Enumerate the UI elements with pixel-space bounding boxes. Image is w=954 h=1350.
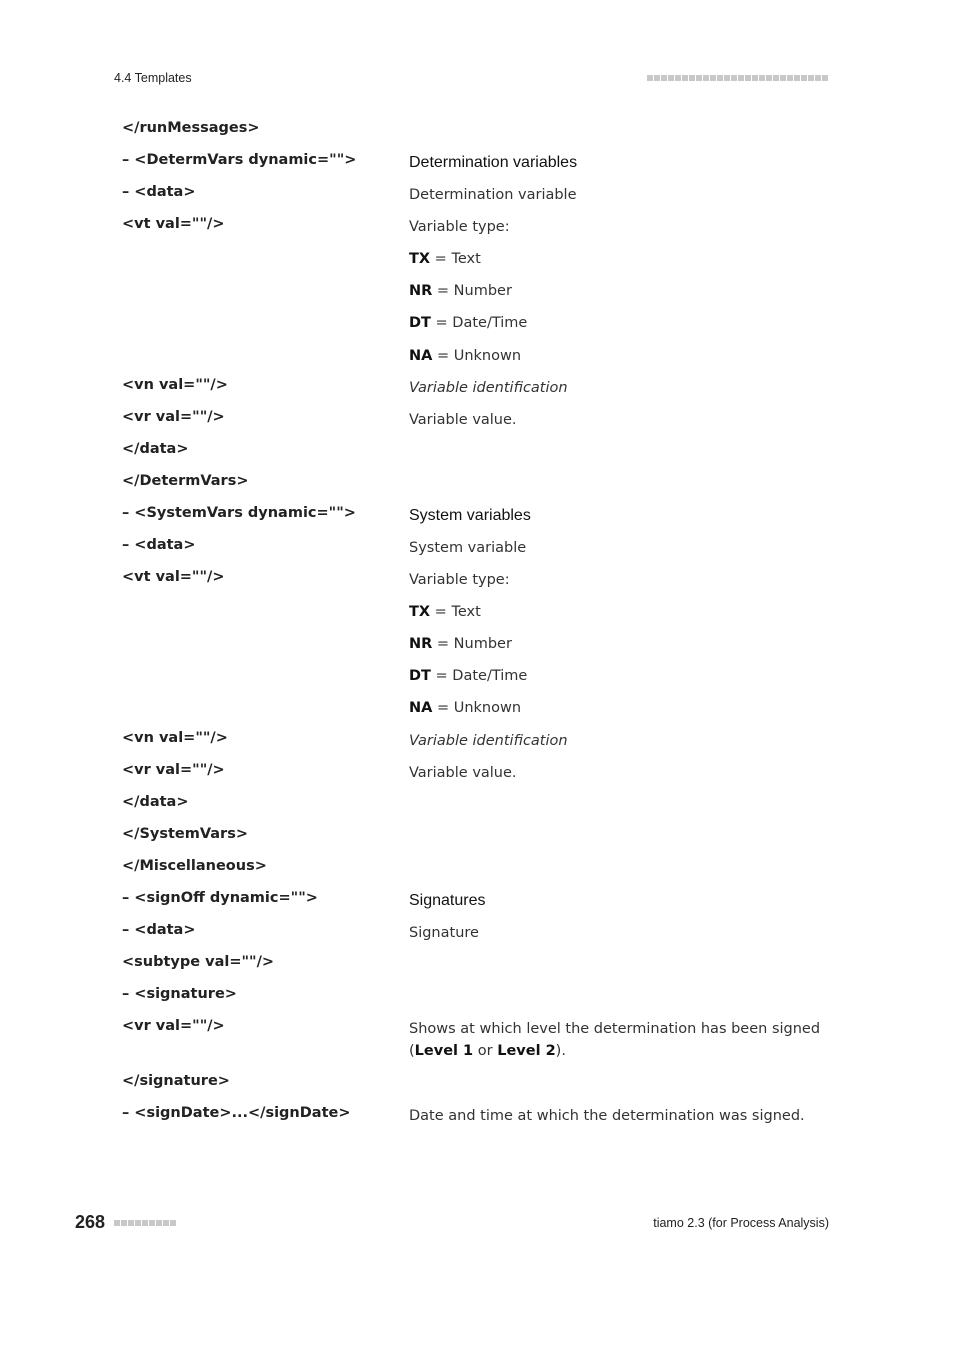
xml-tag: </Miscellaneous> [122, 858, 267, 874]
xml-tag: – <signature> [122, 986, 237, 1002]
running-footer-product: tiamo 2.3 (for Process Analysis) [653, 1216, 829, 1230]
type-code-line: NA = Unknown [409, 348, 522, 364]
xml-tag: – <DetermVars dynamic=""> [122, 152, 357, 168]
xml-tag: – <data> [122, 922, 196, 938]
page-number: 268 [75, 1212, 106, 1232]
type-code: NA [409, 700, 433, 716]
entry-description: Determination variable [409, 187, 577, 203]
xml-tag: <vn val=""/> [122, 730, 228, 746]
entry-description: Variable identification [409, 733, 568, 749]
xml-tag: <vn val=""/> [122, 377, 228, 393]
xml-tag: </signature> [122, 1073, 230, 1089]
type-code-line: TX = Text [409, 251, 481, 267]
type-code: NR [409, 636, 433, 652]
xml-tag: </SystemVars> [122, 826, 248, 842]
entry-description: Date and time at which the determination was signed. [409, 1108, 805, 1124]
entry-description: Variable value. [409, 765, 517, 781]
xml-tag: </runMessages> [122, 120, 260, 136]
type-code-line: TX = Text [409, 604, 481, 620]
type-code: DT [409, 315, 431, 331]
xml-tag: – <SystemVars dynamic=""> [122, 505, 356, 521]
entry-description: Variable type: [409, 572, 510, 588]
entry-description: Variable value. [409, 412, 517, 428]
xml-tag: <vr val=""/> [122, 1018, 225, 1034]
entry-heading: Signatures [409, 892, 486, 909]
xml-tag: </data> [122, 794, 189, 810]
entry-heading: Determination variables [409, 154, 578, 171]
xml-tag: </DetermVars> [122, 473, 249, 489]
entry-description: Shows at which level the determination has been signed (Level 1 or Level 2). [409, 1021, 821, 1059]
footer-decoration [114, 1220, 176, 1226]
xml-tag: – <data> [122, 537, 196, 553]
type-code-line: NR = Number [409, 283, 512, 299]
xml-tag: <vr val=""/> [122, 409, 225, 425]
type-code: TX [409, 604, 431, 620]
header-decoration [647, 75, 828, 81]
xml-tag: – <signOff dynamic=""> [122, 890, 318, 906]
entry-description: Signature [409, 925, 479, 941]
xml-tag: – <signDate>...</signDate> [122, 1105, 351, 1121]
type-code-line: NA = Unknown [409, 700, 522, 716]
entry-description: Variable identification [409, 380, 568, 396]
xml-tag: <vr val=""/> [122, 762, 225, 778]
xml-tag: </data> [122, 441, 189, 457]
xml-tag: <subtype val=""/> [122, 954, 275, 970]
entry-description: System variable [409, 540, 527, 556]
entry-heading: System variables [409, 507, 531, 524]
type-code: TX [409, 251, 431, 267]
type-code-line: NR = Number [409, 636, 512, 652]
type-code-line: DT = Date/Time [409, 668, 528, 684]
entry-description: Variable type: [409, 219, 510, 235]
type-code-line: DT = Date/Time [409, 315, 528, 331]
xml-tag: – <data> [122, 184, 196, 200]
type-code: NR [409, 283, 433, 299]
running-header-section: 4.4 Templates [114, 71, 192, 85]
xml-tag: <vt val=""/> [122, 569, 225, 585]
type-code: NA [409, 348, 433, 364]
type-code: DT [409, 668, 431, 684]
xml-tag: <vt val=""/> [122, 216, 225, 232]
